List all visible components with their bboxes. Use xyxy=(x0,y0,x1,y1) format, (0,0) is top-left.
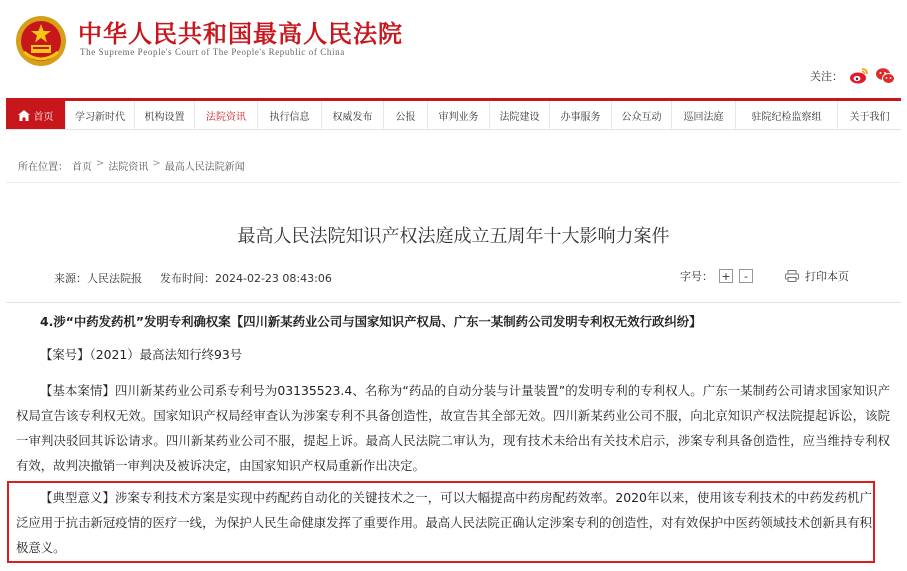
article-publish-time: 发布时间：2024-02-23 08:43:06 xyxy=(160,272,332,285)
breadcrumb-spc-news[interactable]: 最高人民法院新闻 xyxy=(164,162,245,173)
nav-item-organization[interactable]: 机构设置 xyxy=(135,101,195,129)
significance-paragraph: 【典型意义】涉案专利技术方案是实现中药配药自动化的关键技术之一，可以大幅提高中药房配药效率。2020年以来，使用该专利技术的中药发药机广泛应用于抗击新冠疫情的医疗一线，为保护人民生命健康发挥了重要作用。最高人民法院正确认定涉案专利的创造性，对有效保护中医药领域技术创新具有积极意义。 xyxy=(16,490,872,555)
font-size-label: 字号： xyxy=(680,270,713,283)
article-title: 最高人民法院知识产权法庭成立五周年十大影响力案件 xyxy=(237,226,670,247)
site-title[interactable]: 中华人民共和国最高人民法院 xyxy=(78,20,403,48)
nav-item-about[interactable]: 关于我们 xyxy=(849,111,890,123)
home-icon xyxy=(18,110,30,121)
nav-item-circuit-court[interactable]: 巡回法庭 xyxy=(672,101,736,129)
follow-bar xyxy=(810,66,895,86)
nav-item-trial[interactable]: 审判业务 xyxy=(428,101,490,129)
nav-item-releases[interactable]: 权威发布 xyxy=(322,101,384,129)
nav-item-execution[interactable]: 执行信息 xyxy=(258,101,322,129)
case-number: 【案号】（2021）最高法知行终93号 xyxy=(40,347,243,362)
breadcrumb-divider xyxy=(6,182,901,183)
case-title: 4.涉“中药发药机”发明专利确权案【四川新某药业公司与国家知识产权局、广东一某制药公司发明专利权无效行政纠纷】 xyxy=(40,314,702,329)
weibo-icon[interactable] xyxy=(849,66,869,86)
article-body xyxy=(16,312,890,478)
nav-item-services[interactable]: 办事服务 xyxy=(550,101,612,129)
breadcrumb-prefix: 所在位置： xyxy=(18,162,68,173)
breadcrumb xyxy=(18,158,245,173)
follow-label: 关注： xyxy=(810,70,843,83)
nav-item-court-building[interactable]: 法院建设 xyxy=(490,101,550,129)
nav-item-study[interactable]: 学习新时代 xyxy=(66,101,135,129)
nav-home[interactable] xyxy=(6,101,66,129)
breadcrumb-court-news[interactable]: 法院资讯 xyxy=(108,162,149,173)
meta-divider xyxy=(6,302,901,303)
breadcrumb-separator: > xyxy=(96,158,105,169)
print-icon[interactable] xyxy=(785,270,799,282)
article-source: 来源：人民法院报 xyxy=(54,272,142,285)
nav-item-gazette[interactable]: 公报 xyxy=(384,101,428,129)
site-header xyxy=(0,0,907,96)
article-meta xyxy=(54,270,332,286)
site-subtitle: The Supreme People's Court of The People's Republic of China xyxy=(80,47,345,57)
print-page-link[interactable]: 打印本页 xyxy=(805,270,849,283)
main-nav xyxy=(6,98,901,130)
breadcrumb-home[interactable]: 首页 xyxy=(72,162,92,173)
basic-facts-paragraph: 【基本案情】四川新某药业公司系专利号为03135523.4、名称为“药品的自动分装与计量装置”的发明专利的专利权人。广东一某制药公司请求国家知识产权局宣告该专利权无效。国家知识产权局经审查认为涉案专利不具备创造性，故宣告其全部无效。四川新某药业公司不服，向北京知识产权法院提起诉讼，该院一审判决驳回其诉讼请求。四川新某药业公司不服，提起上诉。最高人民法院二审认为，现有技术未给出有关技术启示，涉案专利具备创造性，应当维持专利权有效，故判决撤销一审判决及被诉决定，由国家知识产权局重新作出决定。 xyxy=(16,383,890,473)
article-tools xyxy=(680,268,849,284)
national-emblem-icon[interactable] xyxy=(14,14,68,68)
font-increase-button[interactable]: + xyxy=(719,269,733,283)
nav-home-label: 首页 xyxy=(33,111,54,123)
wechat-icon[interactable] xyxy=(875,66,895,86)
nav-item-inspection[interactable]: 驻院纪检监察组 xyxy=(736,101,838,129)
font-decrease-button[interactable]: - xyxy=(739,269,753,283)
breadcrumb-separator: > xyxy=(152,158,161,169)
nav-item-court-news[interactable]: 法院资讯 xyxy=(195,101,258,129)
nav-item-interaction[interactable]: 公众互动 xyxy=(612,101,672,129)
